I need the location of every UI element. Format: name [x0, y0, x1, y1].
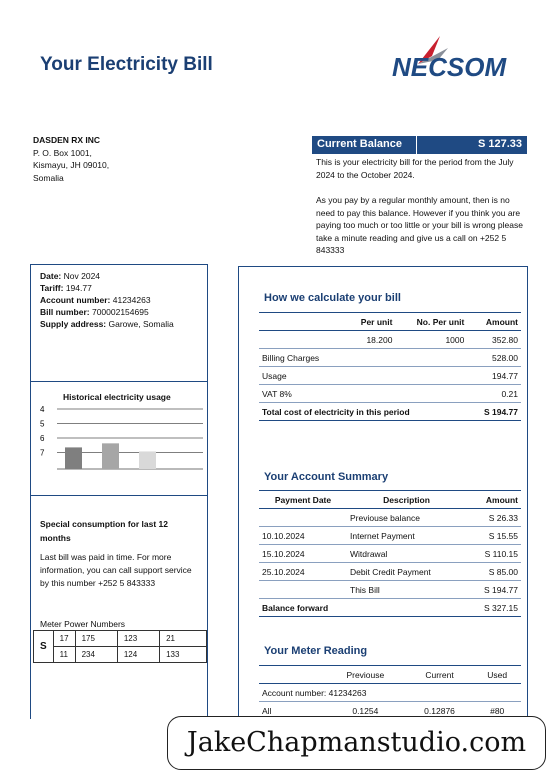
address-line: P. O. Box 1001,: [33, 147, 92, 158]
left-column: [30, 264, 208, 719]
meter-cell: 234: [75, 647, 117, 663]
balance-text-1: This is your electricity bill for the period from the July 2024 to the October 2024.: [316, 157, 514, 180]
table-row: [259, 563, 521, 581]
meter-cell: 124: [117, 647, 159, 663]
meter-cell: 123: [117, 631, 159, 647]
meter-cell: 133: [160, 647, 207, 663]
date-label: Date:: [40, 271, 62, 281]
divider: [31, 381, 207, 382]
customer-name: DASDEN RX INC: [33, 135, 101, 145]
table-cell: 352.80: [467, 331, 521, 349]
table-cell: 15.10.2024: [259, 545, 347, 563]
table-cell: Usage: [259, 367, 467, 385]
divider: [416, 136, 417, 154]
table-cell: Debit Credit Payment: [347, 563, 466, 581]
table-cell: All: [259, 702, 325, 720]
summary-table: [259, 490, 521, 617]
table-cell: [259, 581, 347, 599]
address-line: Kismayu, JH 09010,: [33, 160, 110, 170]
total-value: S 194.77: [467, 403, 521, 421]
header-cell: Current: [406, 666, 474, 684]
balance-description: [316, 156, 528, 270]
special-text: Last bill was paid in time. For more information, you can call support service by this number +252 5 843333: [40, 552, 192, 588]
header-cell: Payment Date: [259, 491, 347, 509]
special-title: Special consumption for last 12 months: [40, 519, 169, 543]
tick-label: 6: [40, 434, 45, 443]
meter-power-title: Meter Power Numbers: [40, 619, 126, 629]
total-row: [259, 599, 521, 617]
table-row: [259, 527, 521, 545]
table-cell: This Bill: [347, 581, 466, 599]
tariff-value: 194.77: [65, 283, 92, 293]
tick-label: 5: [40, 419, 45, 429]
history-bar: [65, 447, 82, 469]
table-cell: 18.200: [345, 331, 395, 349]
meter-cell: 175: [75, 631, 117, 647]
meter-label: S: [34, 631, 54, 663]
right-column: [238, 266, 528, 727]
table-row: [259, 581, 521, 599]
table-cell: 0.21: [467, 385, 521, 403]
header-cell: Previouse: [325, 666, 406, 684]
meter-cell: 17: [53, 631, 75, 647]
table-cell: S 110.15: [466, 545, 521, 563]
date-value: Nov 2024: [63, 271, 101, 281]
table-cell: Previouse balance: [347, 509, 466, 527]
divider: [31, 495, 207, 496]
history-bar: [139, 451, 156, 469]
address-line: Somalia: [33, 172, 64, 183]
history-title: Historical electricity usage: [63, 392, 171, 402]
logo-text: NECSOM: [392, 52, 507, 82]
history-chart: [31, 403, 207, 473]
table-cell: #80: [473, 702, 521, 720]
table-row: [259, 385, 521, 403]
header-cell: No. Per unit: [395, 313, 467, 331]
bill-label: Bill number:: [40, 307, 90, 317]
table-cell: 25.10.2024: [259, 563, 347, 581]
balance-value: S 127.33: [477, 138, 522, 150]
forward-value: S 327.15: [466, 599, 521, 617]
tick-label: 7: [40, 448, 45, 458]
supply-label: Supply address:: [40, 319, 107, 329]
meter-title: Your Meter Reading: [264, 645, 368, 657]
meter-power-table: [33, 630, 207, 663]
table-cell: S 15.55: [466, 527, 521, 545]
header-cell: Per unit: [345, 313, 395, 331]
meter-cell: 11: [53, 647, 75, 663]
total-label: Total cost of electricity in this period: [259, 403, 467, 421]
page-title: Your Electricity Bill: [40, 54, 213, 75]
table-cell: Billing Charges: [259, 349, 467, 367]
table-row: [259, 684, 521, 702]
header-cell: Used: [473, 666, 521, 684]
table-cell: Internet Payment: [347, 527, 466, 545]
table-cell: Witdrawal: [347, 545, 466, 563]
account-label: Account number:: [40, 295, 111, 305]
header-cell: [259, 666, 325, 684]
history-bar: [102, 443, 119, 469]
table-cell: 0.1254: [325, 702, 406, 720]
table-row: [259, 331, 521, 349]
table-cell: 10.10.2024: [259, 527, 347, 545]
meter-table: [259, 665, 521, 720]
header-cell: Amount: [466, 491, 521, 509]
table-row: [259, 509, 521, 527]
bill-value: 700002154695: [91, 307, 149, 317]
total-row: [259, 403, 521, 421]
table-cell: S 194.77: [466, 581, 521, 599]
balance-text-2: As you pay by a regular monthly amount, then is no need to pay this balance. However if you think you are paying too much or too little or your bill is wrong please take a minute reading and give us a call on +252 5 843333: [316, 195, 523, 255]
table-cell: 0.12876: [406, 702, 474, 720]
tick-label: 4: [40, 405, 45, 414]
table-cell: [259, 509, 347, 527]
table-header: [259, 491, 521, 509]
calc-title: How we calculate your bill: [264, 292, 401, 304]
account-value: 41234263: [112, 295, 151, 305]
table-cell: S 26.33: [466, 509, 521, 527]
table-cell: Account number: 41234263: [259, 684, 521, 702]
table-cell: S 85.00: [466, 563, 521, 581]
table-cell: [259, 331, 345, 349]
watermark: JakeChapmanstudio.com: [167, 716, 546, 770]
supply-value: Garowe, Somalia: [108, 319, 174, 329]
header-cell: Description: [347, 491, 466, 509]
table-cell: 528.00: [467, 349, 521, 367]
bill-info: [40, 270, 174, 330]
balance-label: Current Balance: [317, 138, 402, 150]
header-cell: Amount: [467, 313, 521, 331]
table-cell: VAT 8%: [259, 385, 467, 403]
table-row: [259, 349, 521, 367]
table-row: [259, 545, 521, 563]
table-cell: 1000: [395, 331, 467, 349]
header-cell: [259, 313, 345, 331]
table-cell: 194.77: [467, 367, 521, 385]
table-header: [259, 313, 521, 331]
forward-label: Balance forward: [259, 599, 466, 617]
company-logo: [388, 34, 523, 82]
calc-table: [259, 312, 521, 421]
summary-title: Your Account Summary: [264, 471, 389, 483]
meter-cell: 21: [160, 631, 207, 647]
table-row: [259, 367, 521, 385]
current-balance-bar: [312, 136, 527, 154]
table-header: [259, 666, 521, 684]
tariff-label: Tariff:: [40, 283, 64, 293]
customer-address: [33, 134, 109, 184]
